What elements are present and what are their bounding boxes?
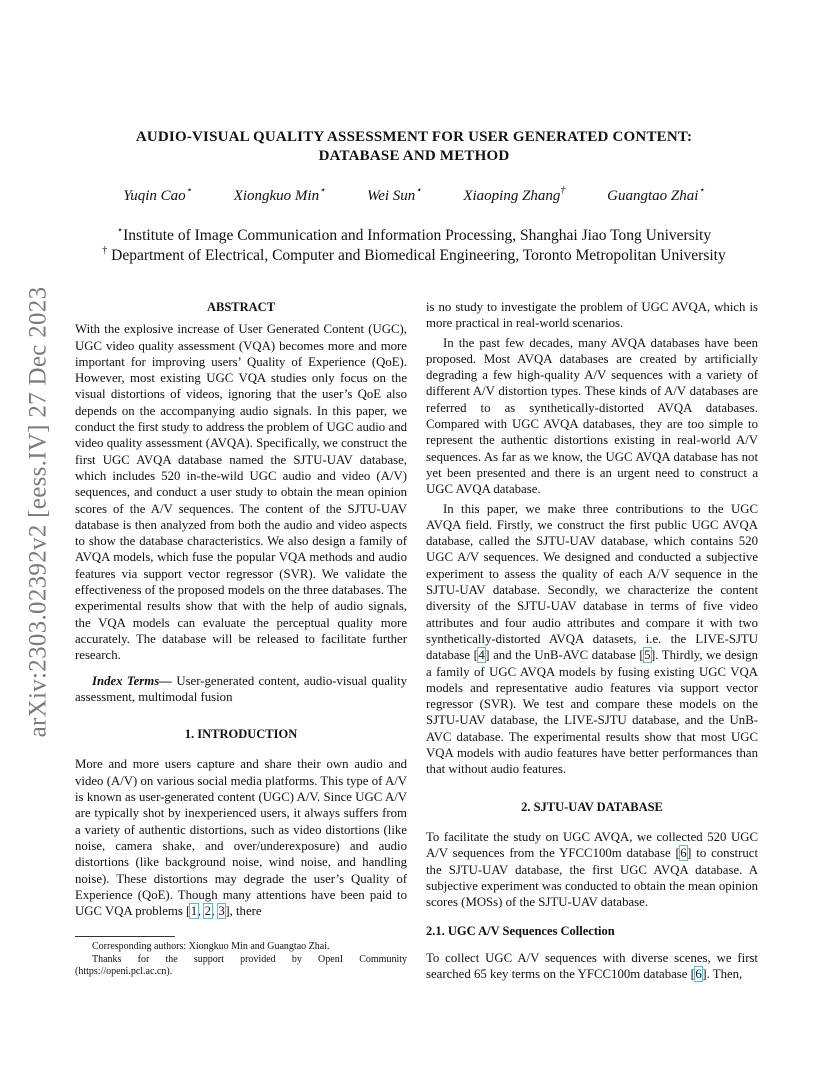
- section-2-heading: 2. SJTU-UAV DATABASE: [521, 799, 663, 814]
- citation-link[interactable]: 1: [190, 904, 198, 919]
- author-mark: ⋆: [319, 185, 326, 196]
- intro-tail: , there: [229, 904, 262, 919]
- paragraph: In the past few decades, many AVQA databases have been proposed. Most AVQA databases are created by artificially degrading a few high-quality A/V sequences with a variety of different A/V distortion types. These kinds of A/V databases are referred to as synthetically-distorted AVQA databases. Compared with UGC AVQA databases, they are too simple to represent the authentic distortions existing in real-world A/V sequences. As far as we know, the UGC AVQA database has not yet been presented and there is an urgent need to construct a UGC AVQA database.: [426, 335, 758, 497]
- author-name: Wei Sun: [367, 188, 416, 204]
- index-terms: [75, 673, 407, 706]
- abstract-text: With the explosive increase of User Generated Content (UGC), UGC video quality assessment (VQA) becomes more and more important for improving users’ Quality of Experience (QoE). However, most existing UGC VQA studies only focus on the visual distortions of videos, ignoring that the user’s QoE also depends on the accompanying audio signals. In this paper, we conduct the first study to address the problem of UGC audio and video quality assessment (AVQA). Specifically, we construct the first UGC AVQA database named the SJTU-UAV database, which includes 520 in-the-wild UGC audio and video (A/V) sequences, and conduct a user study to obtain the mean opinion scores of the A/V sequences. The content of the SJTU-UAV database is then analyzed from both the audio and video aspects to show the database characteristics. We also design a family of AVQA models, which fuse the popular VQA methods and audio features via support vector regressor (SVR). We validate the effectiveness of the proposed models on the three databases. The experimental results show that with the help of audio signals, the VQA models can evaluate the perceptual quality more accurately. The database will be released to facilitate further research.: [75, 322, 407, 663]
- paragraph: is no study to investigate the problem of UGC AVQA, which is more practical in real-world scenarios.: [426, 300, 758, 331]
- right-column: [426, 299, 758, 982]
- paragraph-part: and the UnB-AVC database: [489, 648, 640, 663]
- footnote-line-1: Corresponding authors: Xiongkuo Min and Guangtao Zhai.: [92, 941, 330, 952]
- author-4: [463, 185, 566, 205]
- author-name: Xiaoping Zhang: [463, 188, 561, 204]
- footnote-line-2: Thanks for the support provided by OpenI Community (https://openi.pcl.ac.cn).: [75, 953, 407, 977]
- author-name: Xiongkuo Min: [233, 188, 320, 204]
- abstract-heading: ABSTRACT: [206, 300, 276, 314]
- citation-link[interactable]: 6: [695, 966, 702, 981]
- subsection-2-1-paragraph: To collect UGC A/V sequences with diverse scenes, we first searched 65 key terms on the YFCC100m database [6]. Then,: [426, 950, 758, 981]
- citation-link[interactable]: 3: [218, 904, 225, 919]
- left-column: [75, 299, 407, 919]
- arxiv-stamp-text: arXiv:2303.02392v2 [eess.IV] 27 Dec 2023: [24, 286, 52, 738]
- contributions-paragraph: In this paper, we make three contributions to the UGC AVQA field. Firstly, we construct the first public UGC AVQA database, called the SJTU-UAV database, which contains 520 UGC A/V sequences. We designed and conducted a subjective experiment to assess the quality of each A/V sequence in the SJTU-UAV database. Secondly, we characterize the content diversity of the SJTU-UAV database in terms of five video attributes and four audio attributes and compare it with two synthetically-distorted AVQA datasets, i.e. the LIVE-SJTU database [4] and the UnB-AVC database [5]. Thirdly, we design a family of UGC AVQA models by fusing existing UGC VQA models and representative audio features via support vector regressor (SVR). We test and compare these models on the SJTU-UAV database, the LIVE-SJTU database, and the UnB-AVC database. The experimental results show that most UGC VQA models with audio features have better performances than that without audio features.: [426, 501, 758, 777]
- section-2-paragraph: To facilitate the study on UGC AVQA, we collected 520 UGC A/V sequences from the YFCC100m database [6] to construct the SJTU-UAV database, the first UGC AVQA database. A subjective experiment was conducted to obtain the mean opinion scores (MOSs) of the SJTU-UAV database.: [426, 829, 758, 910]
- citation-link[interactable]: 2: [204, 904, 212, 919]
- paragraph-part: In this paper, we make three contributions to the UGC AVQA field. Firstly, we construct the first public UGC AVQA database, called the SJTU-UAV database, which contains 520 UGC A/V sequences. We designed and conducted a subjective experiment to assess the quality of each A/V sequence in the SJTU-UAV database. Secondly, we characterize the content diversity of the SJTU-UAV database in terms of five video attributes and four audio attributes and compare it with two synthetically-distorted AVQA datasets, i.e. the LIVE-SJTU database: [426, 501, 758, 663]
- affiliation-mark: ⋆: [116, 224, 124, 236]
- affiliation-2: [60, 246, 768, 266]
- paragraph-part: . Then,: [706, 966, 743, 981]
- citation-link[interactable]: 6: [680, 846, 687, 861]
- author-name: Yuqin Cao: [123, 188, 186, 204]
- author-5: [607, 185, 705, 205]
- title-line-2: DATABASE AND METHOD: [318, 148, 510, 164]
- citation-link[interactable]: 4: [478, 648, 485, 663]
- title-line-1: AUDIO-VISUAL QUALITY ASSESSMENT FOR USER GENERATED CONTENT:: [135, 129, 693, 145]
- affiliation-text: Department of Electrical, Computer and Biomedical Engineering, Toronto Metropolitan University: [107, 247, 726, 264]
- paragraph-part: . Thirdly, we design a family of UGC AVQA models by fusing existing UGC VQA models and representative audio features via support vector regressor (SVR). We test and compare these models on the SJTU-UAV database, the LIVE-SJTU database, and the UnB-AVC database. The experimental results show that most UGC VQA models with audio features have better performances than that without audio features.: [426, 648, 758, 777]
- author-3: [367, 185, 422, 205]
- author-mark: ⋆: [698, 185, 705, 196]
- footnote: [75, 936, 407, 979]
- author-mark: ⋆: [185, 185, 192, 196]
- affiliation-text: Institute of Image Communication and Information Processing, Shanghai Jiao Tong University: [123, 227, 712, 244]
- affiliations: [60, 226, 768, 266]
- paragraph-part: To collect UGC A/V sequences with diverse scenes, we first searched 65 key terms on the YFCC100m database: [426, 950, 758, 981]
- paper-title: [60, 128, 768, 166]
- intro-text: More and more users capture and share their own audio and video (A/V) on various social media platforms. This type of A/V is known as user-generated content (UGC) A/V. Since UGC A/V are typically shot by inexperienced users, it always suffers from a variety of authentic distortions, such as video distortions (like noise, camera shake, and over/underexposure) and audio distortions (like background noise, wind noise, and handling noise). These distortions may degrade the user’s Quality of Experience (QoE). Though many attentions have been paid to UGC VQA problems [1, 2, 3], there: [75, 757, 407, 919]
- paragraph-part: to construct the SJTU-UAV database, the first UGC AVQA database. A subjective experiment was conducted to obtain the mean opinion scores (MOSs) of the SJTU-UAV database.: [426, 846, 758, 910]
- author-2: [233, 185, 326, 205]
- author-1: [123, 185, 192, 205]
- author-mark: ⋆: [415, 185, 422, 196]
- author-list: [60, 185, 768, 205]
- affiliation-mark: †: [102, 244, 108, 256]
- paragraph-part: To facilitate the study on UGC AVQA, we collected 520 UGC A/V sequences from the YFCC100m database: [426, 829, 758, 861]
- footnote-rule: [75, 936, 175, 937]
- intro-body: More and more users capture and share their own audio and video (A/V) on various social media platforms. This type of A/V is known as user-generated content (UGC) A/V. Since UGC A/V are typically shot by inexperienced users, it always suffers from a variety of authentic distortions, such as video distortions (like noise, camera shake, and over/underexposure) and audio distortions (like background noise, wind noise, and handling noise). These distortions may degrade the user’s Quality of Experience (QoE). Though many attentions have been paid to UGC VQA problems: [75, 757, 407, 919]
- index-terms-text: User-generated content, audio-visual quality assessment, multimodal fusion: [75, 673, 407, 704]
- subsection-2-1-heading: 2.1. UGC A/V Sequences Collection: [426, 924, 615, 939]
- author-name: Guangtao Zhai: [607, 188, 699, 204]
- affiliation-1: [60, 226, 768, 246]
- arxiv-stamp: [18, 252, 58, 772]
- index-terms-label: Index Terms—: [92, 673, 172, 688]
- intro-heading: 1. INTRODUCTION: [184, 727, 298, 742]
- author-mark: †: [560, 185, 566, 196]
- citation-link[interactable]: 5: [644, 648, 651, 663]
